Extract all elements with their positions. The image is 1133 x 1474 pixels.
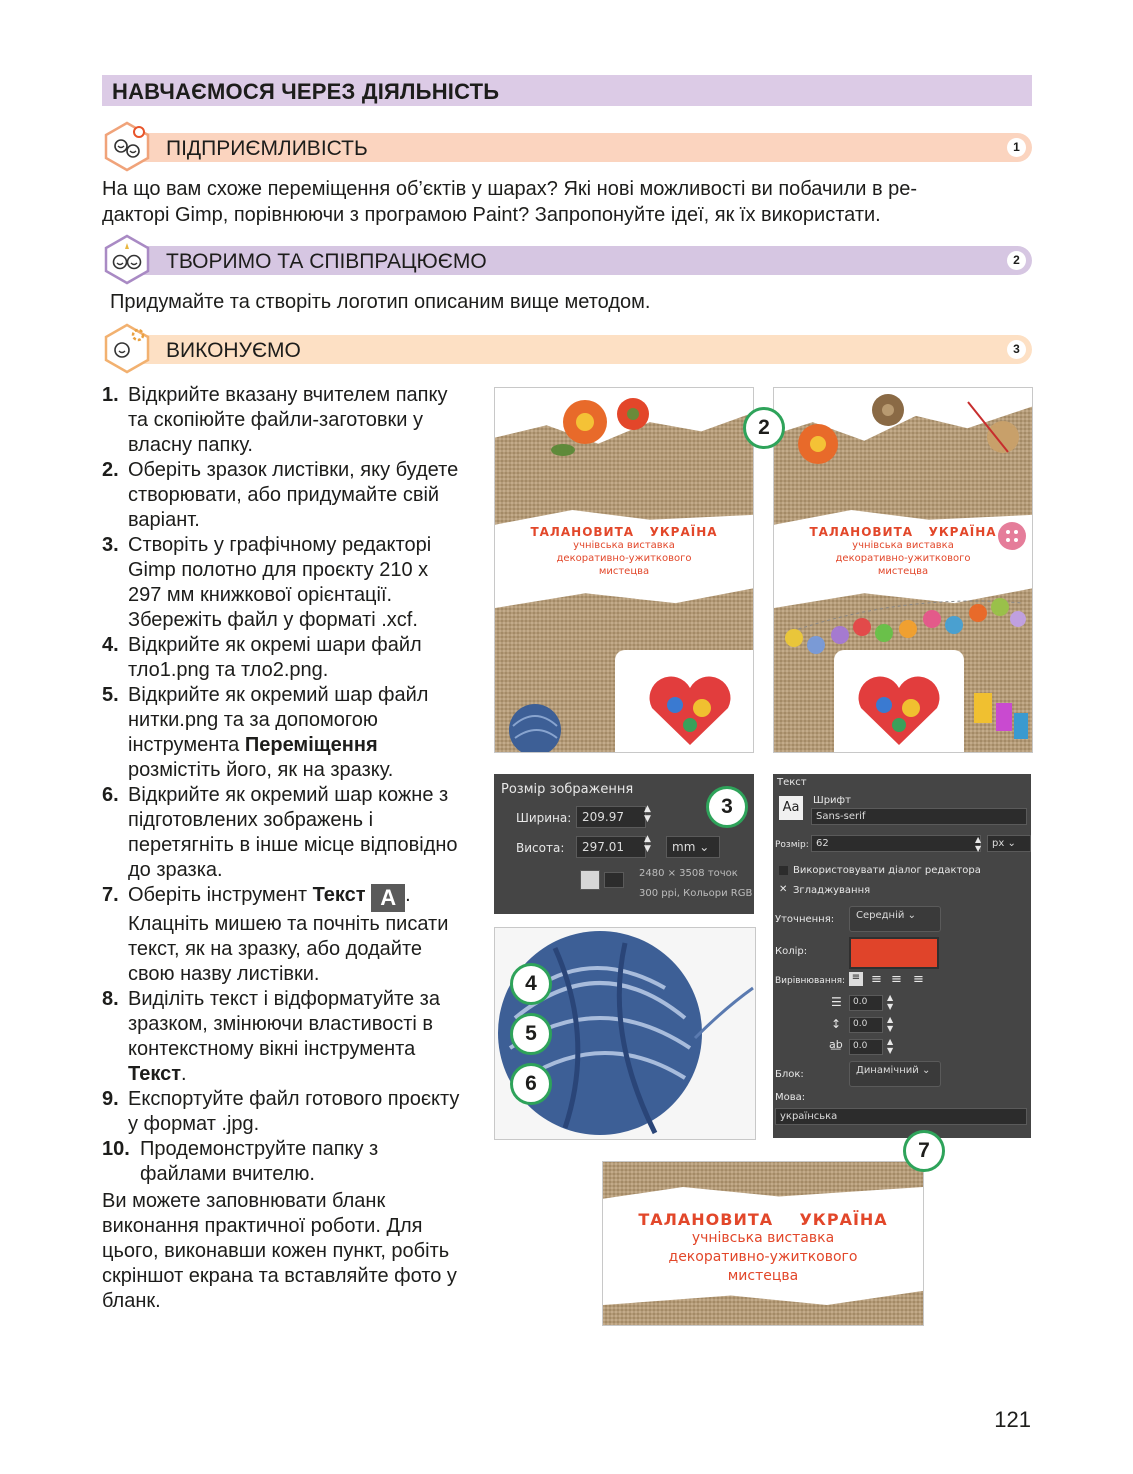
justify-label: Вирівнювання: xyxy=(775,976,846,986)
step-number: 3. xyxy=(102,534,119,556)
width-spinner[interactable]: ▲ ▼ xyxy=(644,804,651,824)
indent-spinner[interactable]: ▲ ▼ xyxy=(887,993,894,1011)
width-label: Ширина: xyxy=(516,811,572,825)
section-number: 3 xyxy=(1007,340,1026,359)
postcard-text xyxy=(495,525,753,578)
step-text: Створіть у графічному редакторі Gimp полотно для проєкту 210 х 297 мм книжкової орієнтації. Збережіть файл у форматі .xcf. xyxy=(128,534,432,631)
section-bar-perform xyxy=(110,335,1032,364)
step-number: 5. xyxy=(102,684,119,706)
paragraph-create: Придумайте та створіть логотип описаним вище методом. xyxy=(110,291,651,313)
antialias-label: Згладжування xyxy=(793,885,871,896)
callout-2: 2 xyxy=(743,407,785,449)
panel-title: Текст xyxy=(777,777,807,788)
section-number: 2 xyxy=(1007,251,1026,270)
chevron-down-icon: ⌄ xyxy=(921,1065,931,1076)
step-number: 8. xyxy=(102,988,119,1010)
card-title-right: УКРАЇНА xyxy=(799,1210,888,1229)
justify-right-icon[interactable]: ≡ xyxy=(871,972,882,987)
step-item xyxy=(102,633,462,683)
section-label: ПІДПРИЄМЛИВІСТЬ xyxy=(166,137,368,160)
antialias-checkbox[interactable]: ✕ xyxy=(779,884,788,895)
step-text: Оберіть інструмент xyxy=(128,884,313,906)
line-spacing-spinner[interactable]: ▲ ▼ xyxy=(887,1015,894,1033)
step-item xyxy=(102,883,462,987)
indent-icon: ☰ xyxy=(831,995,842,1009)
hinting-value: Середній xyxy=(856,910,905,921)
postcard-text xyxy=(774,525,1032,578)
step-number: 6. xyxy=(102,784,119,806)
step-bold-term: Переміщення xyxy=(244,734,378,756)
panel-title: Розмір зображення xyxy=(501,782,634,797)
embroidered-heart-image xyxy=(849,670,949,750)
box-label: Блок: xyxy=(775,1069,804,1080)
text-tool-panel xyxy=(773,774,1031,1138)
step-number: 7. xyxy=(102,884,119,906)
height-input[interactable]: 297.01 xyxy=(576,836,646,858)
justify-fill-icon[interactable]: ≡ xyxy=(913,972,924,987)
card-line: мистецва xyxy=(727,1268,799,1284)
size-label: Розмір: xyxy=(775,840,809,850)
unit-value: mm xyxy=(672,840,696,854)
font-preview-icon[interactable] xyxy=(779,796,803,820)
justify-left-icon[interactable]: ≡ xyxy=(849,972,863,986)
chevron-down-icon: ⌄ xyxy=(907,910,916,921)
card-title-right: УКРАЇНА xyxy=(928,525,997,539)
callout-4: 4 xyxy=(510,963,552,1005)
step-number: 9. xyxy=(102,1088,119,1110)
step-item xyxy=(102,1087,462,1137)
card-line: мистецва xyxy=(877,566,929,577)
step-number: 4. xyxy=(102,634,119,656)
section-banner xyxy=(102,75,1032,106)
pixel-size-info: 2480 × 3508 точок xyxy=(639,868,738,879)
paragraph-line: дакторі Gimp, порівнюючи з програмою Paint? Запропонуйте ідеї, як їх використати. xyxy=(102,204,881,226)
step-item xyxy=(102,683,462,783)
card-line: учнівська виставка xyxy=(691,1230,835,1246)
collaboration-faces-icon xyxy=(101,233,153,285)
step-item xyxy=(102,533,462,633)
step-number: 2. xyxy=(102,459,119,481)
step-item xyxy=(102,987,462,1087)
unit-select[interactable] xyxy=(666,836,720,858)
steps-list xyxy=(102,383,462,1314)
print-size-icon[interactable] xyxy=(604,872,624,888)
size-spinner[interactable]: ▲ ▼ xyxy=(975,835,982,853)
line-spacing-input[interactable]: 0.0 xyxy=(849,1017,883,1033)
flower-decoration xyxy=(545,392,665,472)
step-item xyxy=(102,1137,462,1187)
step-text: розмістіть його, як на зразку. xyxy=(128,759,394,781)
step-bold-term: Текст xyxy=(128,1063,182,1085)
step-item xyxy=(102,458,462,533)
postcard-sample-2 xyxy=(773,387,1033,753)
letter-spacing-input[interactable]: 0.0 xyxy=(849,1039,883,1055)
step-text: Відкрийте як окремий шар кожне з підготовлених зображень і перетягніть в інше місце відповідно до зразка. xyxy=(128,784,458,881)
embroidered-heart-image xyxy=(640,670,740,750)
step-number: 1. xyxy=(102,384,119,406)
size-unit-value: px xyxy=(992,838,1005,849)
step-text: Відкрийте вказану вчителем папку та скопіюйте файли-заготовки у власну папку. xyxy=(128,384,448,456)
page-number: 121 xyxy=(994,1407,1031,1432)
step-text: Відкрийте як окремий шар файл нитки.png та за допомогою інструмента xyxy=(128,684,429,756)
step-text: Оберіть зразок листівки, яку будете створювати, або придумайте свій варіант. xyxy=(128,459,459,531)
card-line: декоративно-ужиткового xyxy=(668,1249,858,1265)
gear-task-icon xyxy=(101,322,153,374)
letter-spacing-icon: a͟b xyxy=(829,1038,843,1051)
line-spacing-icon: ↕ xyxy=(831,1017,842,1031)
indent-input[interactable]: 0.0 xyxy=(849,995,883,1011)
thread-spools-image xyxy=(970,683,1030,747)
card-title-left: ТАЛАНОВИТА xyxy=(809,525,914,539)
button-decoration xyxy=(996,520,1028,552)
font-input[interactable]: Sans-serif xyxy=(811,808,1027,825)
width-input[interactable]: 209.97 xyxy=(576,806,646,828)
step-text: Продемонструйте папку з файлами вчителю. xyxy=(140,1138,379,1185)
size-input[interactable]: 62 xyxy=(811,835,981,852)
font-preview-label: Aa xyxy=(782,800,800,815)
card-title-right: УКРАЇНА xyxy=(649,525,718,539)
section-bar-create-collaborate xyxy=(110,246,1032,275)
card-title-left: ТАЛАНОВИТА xyxy=(530,525,635,539)
height-label: Висота: xyxy=(516,841,565,855)
paragraph-line: На що вам схоже переміщення об’єктів у шарах? Які нові можливості ви побачили в ре- xyxy=(102,178,918,200)
editor-dialog-checkbox[interactable] xyxy=(779,866,788,875)
step-text: . Клацніть мишею та почніть писати текст, як на зразку, або додайте свою назву листівки. xyxy=(128,884,449,985)
step-item xyxy=(102,383,462,458)
callout-7: 7 xyxy=(903,1130,945,1172)
card-line: учнівська виставка xyxy=(852,540,954,551)
section-number: 1 xyxy=(1007,138,1026,157)
editor-dialog-label: Використовувати діалог редактора xyxy=(793,865,981,876)
callout-5: 5 xyxy=(510,1013,552,1055)
language-input[interactable]: українська xyxy=(775,1108,1027,1125)
step-item xyxy=(102,783,462,883)
section-bar-entrepreneurship xyxy=(110,133,1032,162)
closing-note: Ви можете заповнювати бланк виконання практичної роботи. Для цього, виконавши кожен пункт, робіть скріншот екрана та вставляйте фото у бланк. xyxy=(102,1190,457,1312)
font-label: Шрифт xyxy=(813,795,851,806)
section-label: ВИКОНУЄМО xyxy=(166,339,301,362)
step-text: . xyxy=(181,1063,187,1085)
resolution-info: 300 ppi, Кольори RGB xyxy=(639,888,753,899)
letter-spacing-spinner[interactable]: ▲ ▼ xyxy=(887,1037,894,1055)
section-label: ТВОРИМО ТА СПІВПРАЦЮЄМО xyxy=(166,250,487,273)
card-line: мистецва xyxy=(598,566,650,577)
box-value: Динамічний xyxy=(856,1065,919,1076)
step-text: Експортуйте файл готового проєкту у формат .jpg. xyxy=(128,1088,460,1135)
paragraph-entrepreneurship xyxy=(102,176,1032,228)
size-unit-select[interactable]: px ⌄ xyxy=(987,835,1031,852)
callout-3: 3 xyxy=(706,786,748,828)
callout-6: 6 xyxy=(510,1063,552,1105)
card-line: декоративно-ужиткового xyxy=(835,553,971,564)
justify-center-icon[interactable]: ≡ xyxy=(891,972,902,987)
height-spinner[interactable]: ▲ ▼ xyxy=(644,834,651,854)
box-select[interactable] xyxy=(849,1061,941,1087)
text-color-swatch[interactable] xyxy=(849,937,939,969)
step-number: 10. xyxy=(102,1138,130,1160)
decorations-image xyxy=(778,392,1028,482)
step-text: Виділіть текст і відформатуйте за зразком, змінюючи властивості в контекстному вікні інструмента xyxy=(128,988,440,1060)
banner-title: НАВЧАЄМОСЯ ЧЕРЕЗ ДІЯЛЬНІСТЬ xyxy=(112,79,500,104)
postcard-sample-1 xyxy=(494,387,754,753)
card-line: учнівська виставка xyxy=(573,540,675,551)
hinting-label: Уточнення: xyxy=(775,914,835,925)
language-label: Мова: xyxy=(775,1092,806,1103)
step-bold-term: Текст xyxy=(312,884,366,906)
text-tool-icon: A xyxy=(371,884,405,912)
document-icon[interactable] xyxy=(580,870,600,890)
color-label: Колір: xyxy=(775,946,808,957)
postcard-text-sample xyxy=(602,1161,924,1326)
hinting-select[interactable] xyxy=(849,906,941,932)
postcard-text xyxy=(603,1210,923,1286)
step-text: Відкрийте як окремі шари файл тло1.png та тло2.png. xyxy=(128,634,422,681)
yarn-ball-image xyxy=(503,696,573,753)
card-title-left: ТАЛАНОВИТА xyxy=(638,1210,774,1229)
chevron-down-icon: ⌄ xyxy=(699,840,710,854)
lightbulb-idea-icon xyxy=(101,120,153,172)
card-line: декоративно-ужиткового xyxy=(556,553,692,564)
